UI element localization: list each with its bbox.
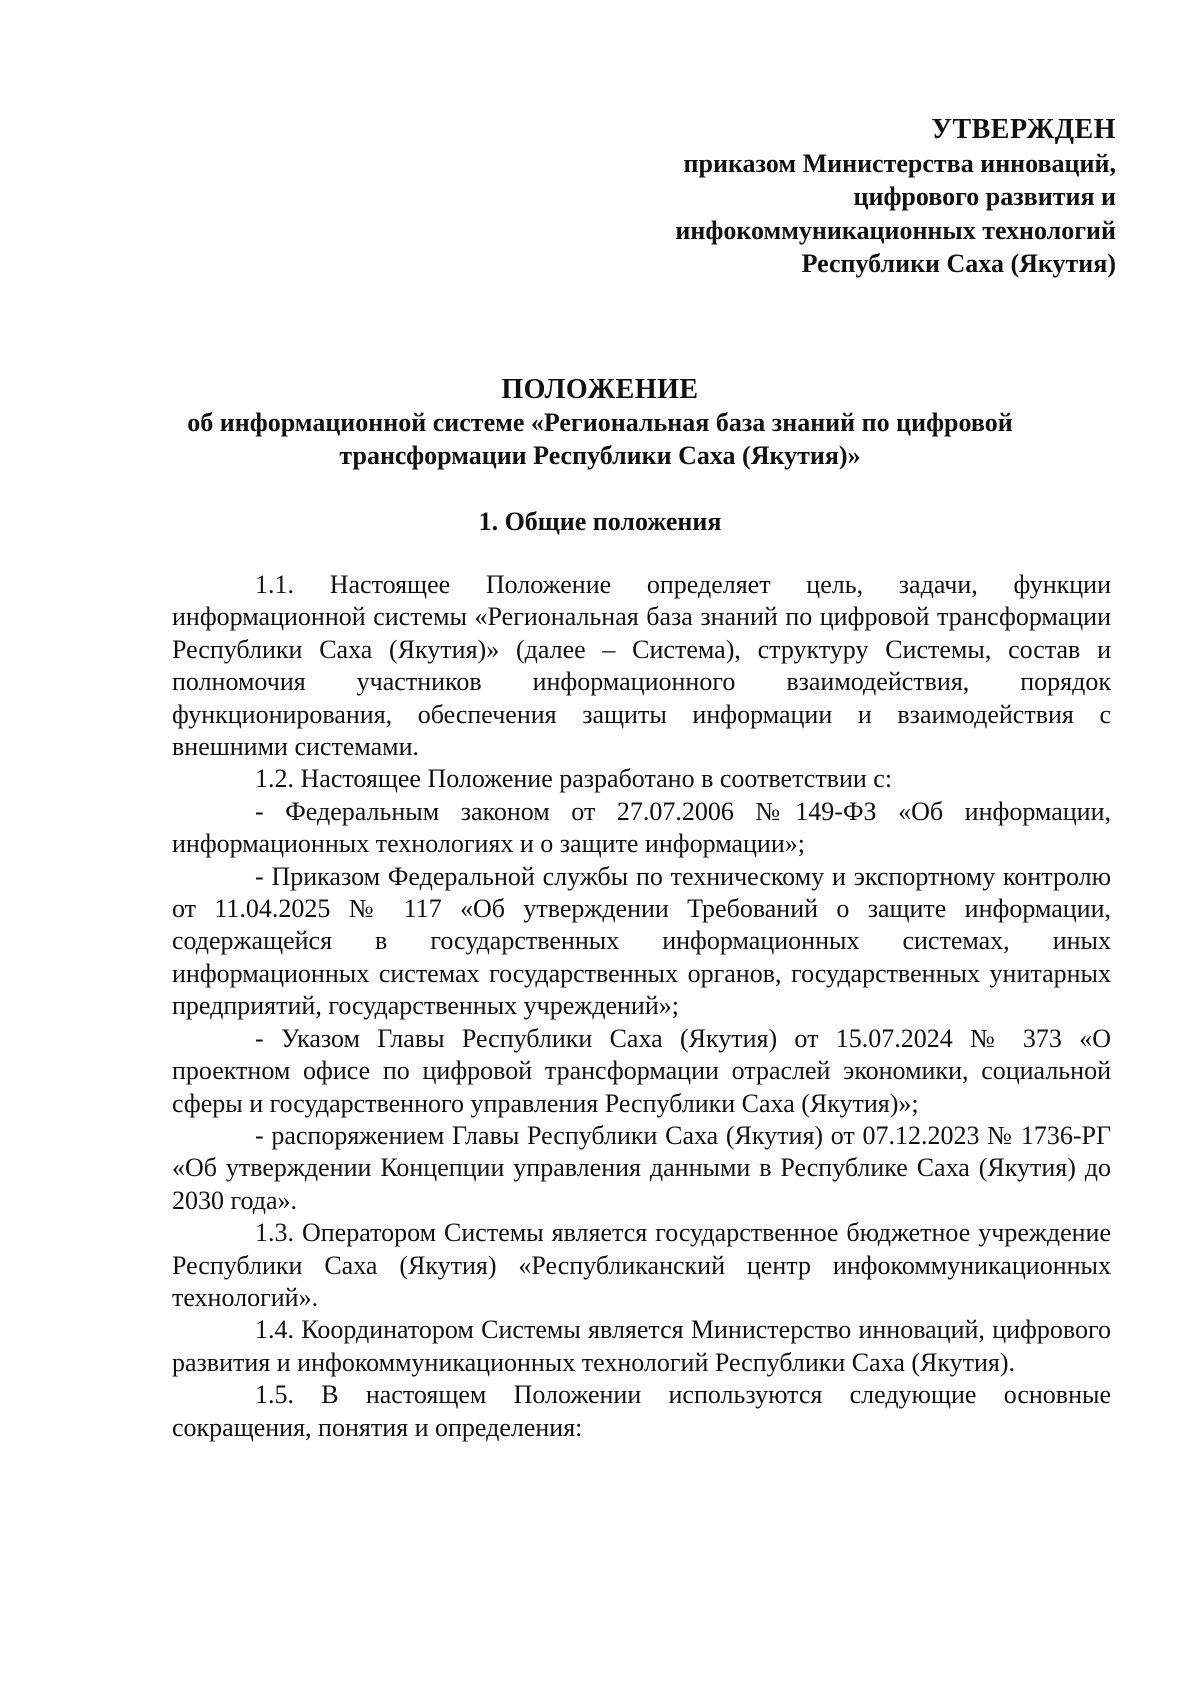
paragraph-1-1: 1.1. Настоящее Положение определяет цель, задачи, функции информационной системы «Региональная база знаний по цифровой трансформации Республики Саха (Якутия)» (далее – Система), структуру Системы, состав и полномочия участников информационного взаимодействия, порядок функционирования, обеспечения защиты информации и взаимодействия с внешними системами. [172,570,1111,762]
paragraph-1-4: 1.4. Координатором Системы является Министерство инноваций, цифрового развития и инфокоммуникационных технологий Республики Саха (Якутия). [172,1315,1111,1377]
list-item-head-directive: - распоряжением Главы Республики Саха (Якутия) от 07.12.2023 № 1736-РГ «Об утверждении Концепции управления данными в Республике Саха (Якутия) до 2030 года». [172,1120,1111,1215]
document-subject-line: об информационной системе «Региональная база знаний по цифровой [187,408,1013,437]
paragraph-1-3: 1.3. Оператором Системы является государственное бюджетное учреждение Республики Саха (Якутия) «Республиканский центр инфокоммуникационных технологий». [172,1218,1111,1312]
approval-line: приказом Министерства инноваций, [683,148,1116,178]
list-item-head-decree: - Указом Главы Республики Саха (Якутия) от 15.07.2024 № 373 «О проектном офисе по цифровой трансформации отраслей экономики, социальной сферы и государственного управления Республики Саха (Якутия)»; [172,1023,1111,1118]
list-item-federal-law: - Федеральным законом от 27.07.2006 №149-ФЗ «Об информации, информационных технологиях и о защите информации»; [172,796,1111,859]
document-kind: ПОЛОЖЕНИЕ [501,374,699,405]
document-heading [120,373,1080,472]
approval-line: Республики Саха (Якутия) [801,249,1116,278]
document-body [172,569,1111,1444]
section-title: 1. Общие положения [478,507,722,536]
approval-stamp: УТВЕРЖДЕН [931,114,1116,145]
approval-block [675,113,1116,281]
approval-line: цифрового развития и [853,182,1116,211]
document-subject-line: трансформации Республики Саха (Якутия)» [339,441,861,470]
paragraph-1-5: 1.5. В настоящем Положении используются следующие основные сокращения, понятия и определения: [172,1380,1111,1442]
list-item-fstec-order: - Приказом Федеральной службы по техническому и экспортному контролю от 11.04.2025 № 117 «Об утверждении Требований о защите информации, содержащейся в государственных информационных системах, иных информационных системах государственных органов, государственных унитарных предприятий, государственных учреждений»; [172,861,1111,1021]
approval-line: инфокоммуникационных технологий [675,215,1116,245]
paragraph-1-2: 1.2. Настоящее Положение разработано в соответствии с: [255,764,893,794]
